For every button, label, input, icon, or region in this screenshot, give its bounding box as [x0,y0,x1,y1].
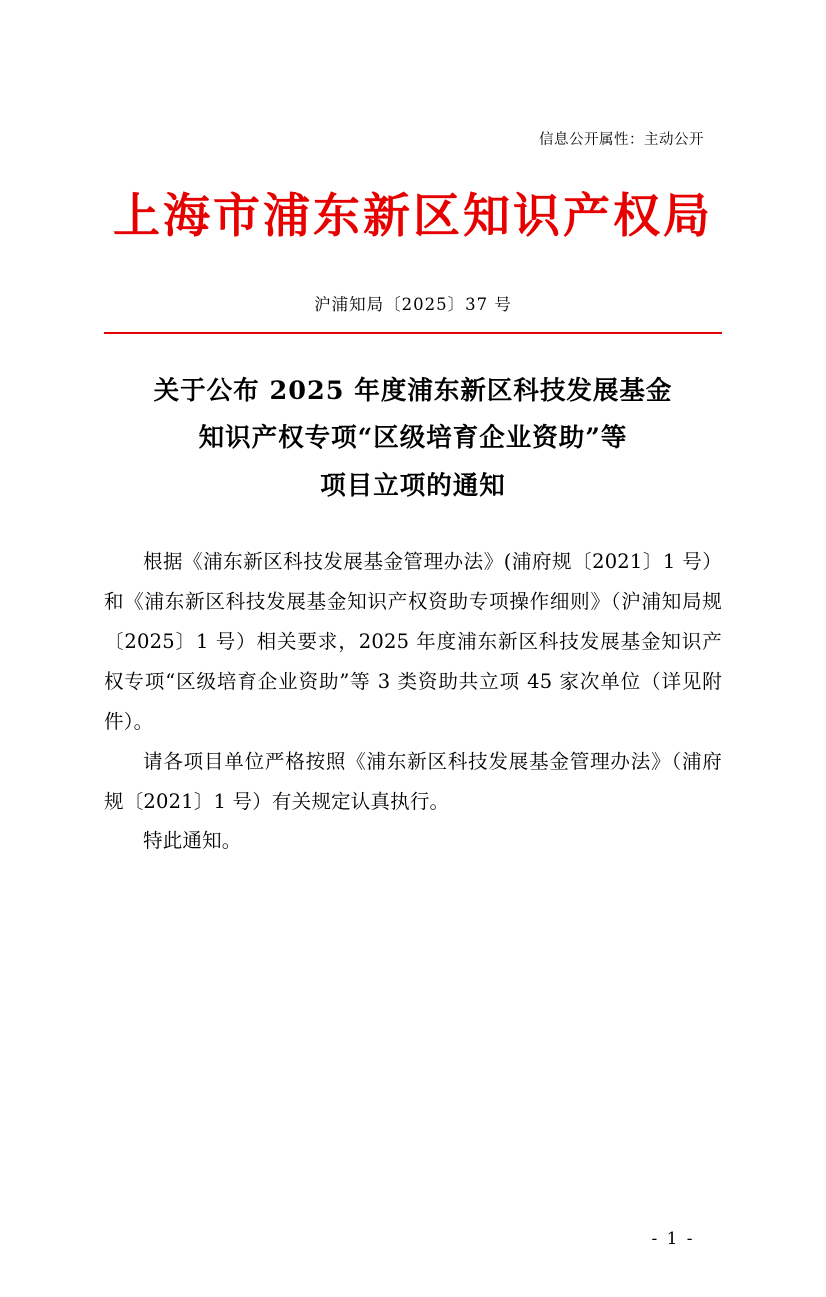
document-title-line-3: 项目立项的通知 [320,470,506,501]
body-paragraph-1: 根据《浦东新区科技发展基金管理办法》(浦府规〔2021〕1 号）和《浦东新区科技发展基金知识产权资助专项操作细则》（沪浦知局规〔2025〕1 号）相关要求，2025 年度浦东新区科技发展基金知识产权专项“区级培育企业资助”等 3 类资助共立项 45 家次单位（详见附件）。 [104,549,722,733]
red-divider-rule [104,332,722,335]
document-title [104,368,722,510]
body-paragraph-2: 请各项目单位严格按照《浦东新区科技发展基金管理办法》（浦府规〔2021〕1 号）有关规定认真执行。 [104,749,722,813]
page-number: - 1 - [651,1229,695,1249]
body-paragraph-3: 特此通知。 [143,829,242,853]
document-title-line-1: 关于公布 2025 年度浦东新区科技发展基金 [153,376,673,407]
issuing-organization-title: 上海市浦东新区知识产权局 [113,189,713,244]
document-page [0,128,826,1297]
document-number: 沪浦知局〔2025〕37 号 [314,294,512,314]
disclosure-attribute: 信息公开属性：主动公开 [539,132,704,148]
document-body [104,542,722,862]
document-title-line-2: 知识产权专项“区级培育企业资助”等 [198,423,628,454]
